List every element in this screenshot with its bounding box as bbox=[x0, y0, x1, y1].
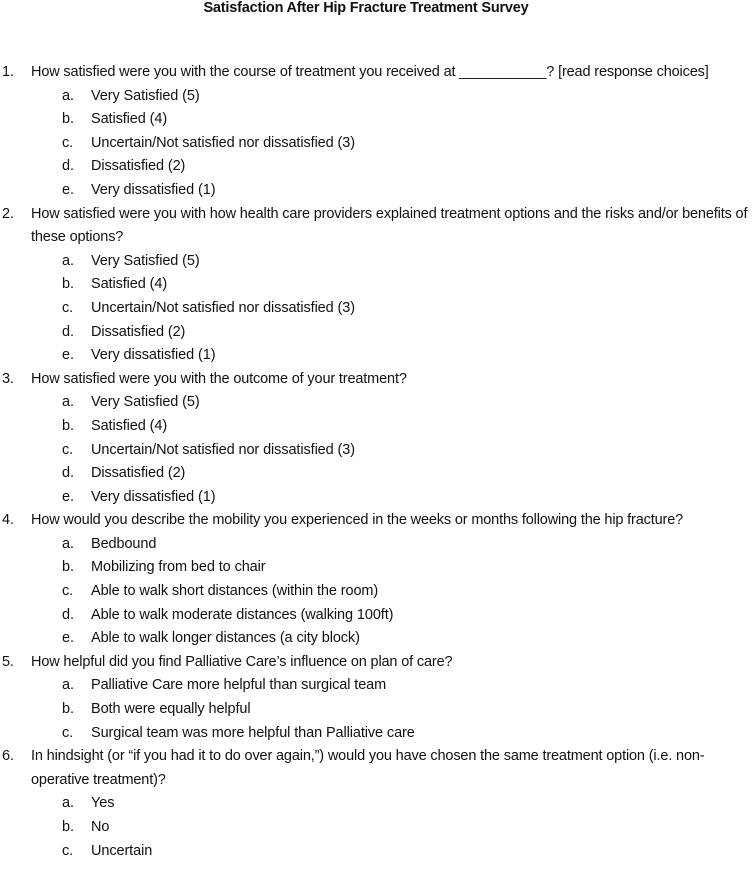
option-text: Able to walk moderate distances (walking 100ft) bbox=[91, 606, 394, 623]
option-letter: b. bbox=[62, 559, 74, 576]
option-text: Very Satisfied (5) bbox=[91, 394, 200, 411]
option-text: Satisfied (4) bbox=[91, 417, 168, 434]
option-text: Dissatisfied (2) bbox=[91, 158, 186, 175]
question-6 bbox=[0, 745, 752, 863]
answer-option bbox=[0, 132, 752, 156]
option-letter: d. bbox=[62, 606, 74, 623]
option-letter: a. bbox=[62, 535, 74, 552]
question-label: How would you describe the mobility you experienced in the weeks or months following the hip fracture? bbox=[31, 512, 684, 529]
answer-options bbox=[0, 792, 752, 863]
option-text: Yes bbox=[91, 795, 115, 812]
option-text: Uncertain/Not satisfied nor dissatisfied (3) bbox=[91, 299, 355, 316]
answer-option bbox=[0, 556, 752, 580]
answer-option bbox=[0, 297, 752, 321]
answer-option bbox=[0, 674, 752, 698]
option-text: Uncertain/Not satisfied nor dissatisfied (3) bbox=[91, 134, 355, 151]
option-letter: d. bbox=[62, 158, 74, 175]
page-title: Satisfaction After Hip Fracture Treatment Survey bbox=[203, 0, 529, 16]
answer-option bbox=[0, 155, 752, 179]
option-letter: c. bbox=[62, 583, 74, 600]
question-label: How satisfied were you with how health care providers explained treatment options and the risks and/or benefits of these options? bbox=[31, 205, 748, 246]
option-text: Uncertain bbox=[91, 842, 153, 859]
question-text bbox=[0, 203, 752, 250]
option-text: Very dissatisfied (1) bbox=[91, 488, 216, 505]
answer-option bbox=[0, 439, 752, 463]
option-text: No bbox=[91, 819, 110, 835]
question-list bbox=[0, 61, 752, 863]
question-number: 2. bbox=[2, 205, 14, 222]
option-letter: c. bbox=[62, 441, 74, 458]
option-text: Dissatisfied (2) bbox=[91, 465, 186, 482]
question-4 bbox=[0, 509, 752, 651]
question-text bbox=[0, 651, 752, 675]
option-letter: c. bbox=[62, 134, 74, 151]
option-letter: b. bbox=[62, 701, 74, 718]
question-2 bbox=[0, 203, 752, 368]
option-letter: a. bbox=[62, 795, 74, 812]
answer-option bbox=[0, 840, 752, 864]
question-label: How satisfied were you with the outcome of your treatment? bbox=[31, 370, 407, 387]
option-text: Able to walk short distances (within the room) bbox=[91, 583, 379, 600]
option-letter: b. bbox=[62, 417, 74, 434]
question-3 bbox=[0, 368, 752, 510]
option-text: Very dissatisfied (1) bbox=[91, 347, 216, 364]
answer-option bbox=[0, 250, 752, 274]
question-number: 4. bbox=[2, 512, 14, 529]
option-text: Uncertain/Not satisfied nor dissatisfied (3) bbox=[91, 441, 355, 458]
option-text: Dissatisfied (2) bbox=[91, 323, 186, 340]
option-letter: e. bbox=[62, 181, 74, 198]
answer-option bbox=[0, 698, 752, 722]
answer-option bbox=[0, 391, 752, 415]
answer-options bbox=[0, 391, 752, 509]
option-letter: d. bbox=[62, 323, 74, 340]
question-label: How satisfied were you with the course of treatment you received at ___________? [read response choices] bbox=[31, 64, 709, 80]
answer-option bbox=[0, 108, 752, 132]
question-text bbox=[0, 509, 752, 533]
option-letter: e. bbox=[62, 630, 74, 647]
answer-options bbox=[0, 250, 752, 368]
option-letter: b. bbox=[62, 111, 74, 128]
question-number: 5. bbox=[2, 653, 14, 670]
answer-option bbox=[0, 321, 752, 345]
answer-option bbox=[0, 604, 752, 628]
answer-option bbox=[0, 627, 752, 651]
question-text bbox=[0, 745, 752, 792]
answer-option bbox=[0, 533, 752, 557]
answer-option bbox=[0, 273, 752, 297]
answer-option bbox=[0, 179, 752, 203]
option-letter: c. bbox=[62, 842, 74, 859]
option-text: Mobilizing from bed to chair bbox=[91, 559, 266, 576]
answer-option bbox=[0, 344, 752, 368]
question-5 bbox=[0, 651, 752, 745]
question-1 bbox=[0, 61, 752, 203]
question-label: How helpful did you find Palliative Care’s influence on plan of care? bbox=[31, 653, 453, 670]
option-text: Very Satisfied (5) bbox=[91, 87, 200, 104]
option-text: Palliative Care more helpful than surgical team bbox=[91, 677, 387, 694]
answer-option bbox=[0, 816, 752, 840]
answer-option bbox=[0, 792, 752, 816]
option-letter: a. bbox=[62, 252, 74, 269]
option-letter: a. bbox=[62, 394, 74, 411]
answer-options bbox=[0, 674, 752, 745]
answer-options bbox=[0, 533, 752, 651]
answer-option bbox=[0, 462, 752, 486]
answer-option bbox=[0, 85, 752, 109]
option-text: Surgical team was more helpful than Palliative care bbox=[91, 724, 415, 741]
option-letter: c. bbox=[62, 724, 74, 741]
option-letter: e. bbox=[62, 347, 74, 364]
question-text bbox=[0, 61, 752, 85]
option-text: Both were equally helpful bbox=[91, 701, 251, 718]
option-letter: a. bbox=[62, 677, 74, 694]
question-number: 3. bbox=[2, 370, 14, 387]
option-letter: b. bbox=[62, 819, 74, 835]
option-letter: c. bbox=[62, 299, 74, 316]
option-letter: d. bbox=[62, 465, 74, 482]
question-text bbox=[0, 368, 752, 392]
question-number: 6. bbox=[2, 748, 14, 765]
answer-options bbox=[0, 85, 752, 203]
option-text: Satisfied (4) bbox=[91, 111, 168, 128]
option-text: Able to walk longer distances (a city block) bbox=[91, 630, 360, 647]
option-text: Very Satisfied (5) bbox=[91, 252, 200, 269]
answer-option bbox=[0, 486, 752, 510]
answer-option bbox=[0, 580, 752, 604]
question-label: In hindsight (or “if you had it to do over again,”) would you have chosen the same treatment option (i.e. non-operative treatment)? bbox=[31, 748, 705, 788]
answer-option bbox=[0, 415, 752, 439]
option-letter: b. bbox=[62, 276, 74, 293]
question-number: 1. bbox=[2, 64, 14, 80]
answer-option bbox=[0, 722, 752, 746]
option-text: Satisfied (4) bbox=[91, 276, 168, 293]
option-letter: e. bbox=[62, 488, 74, 505]
option-text: Very dissatisfied (1) bbox=[91, 181, 216, 198]
option-text: Bedbound bbox=[91, 535, 157, 552]
option-letter: a. bbox=[62, 87, 74, 104]
